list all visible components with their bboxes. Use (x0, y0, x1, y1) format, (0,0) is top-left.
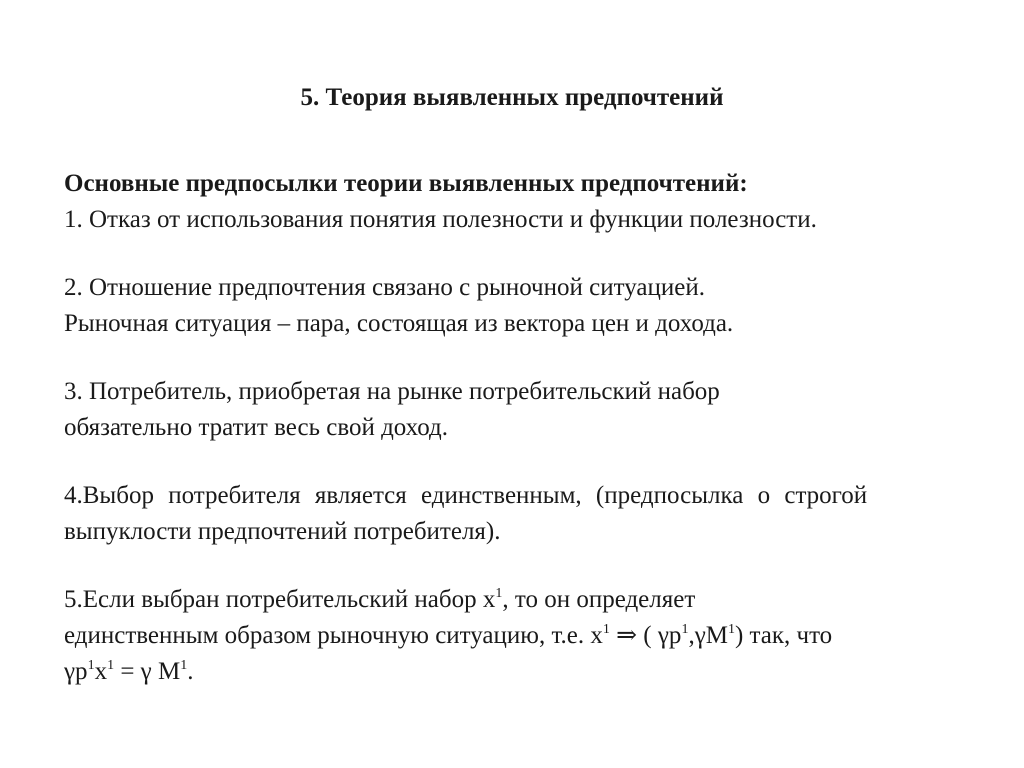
superscript: 1 (107, 658, 115, 673)
formula-equals-gamma-m: = γ M (114, 658, 181, 685)
premise-5-line-3 (64, 654, 984, 690)
premise-5-line-1-text-b: , то он определяет (502, 586, 696, 613)
premise-3-line-1: 3. Потребитель, приобретая на рынке потребительский набор (64, 378, 720, 405)
premise-5-line-1 (64, 582, 984, 618)
premise-4-line-1: 4.Выбор потребителя является единственным, (предпосылка о строгой (64, 482, 868, 509)
premise-4-line-2: выпуклости предпочтений потребителя). (64, 518, 501, 545)
premise-2-line-2: Рыночная ситуация – пара, состоящая из вектора цен и дохода. (64, 310, 734, 337)
implies-arrow: ⇒ ( γp (609, 622, 682, 649)
formula-x: x (94, 658, 108, 685)
superscript: 1 (681, 622, 689, 637)
formula-period: . (187, 658, 194, 685)
premise-2-line-1: 2. Отношение предпочтения связано с рыночной ситуацией. (64, 274, 705, 301)
premise-5-line-2-text-a: единственным образом рыночную ситуацию, т.е. x (64, 622, 603, 649)
superscript: 1 (727, 622, 735, 637)
premise-5-line-2 (64, 618, 984, 654)
premise-3-line-2: обязательно тратит весь свой доход. (64, 414, 448, 441)
superscript: 1 (602, 622, 610, 637)
superscript: 1 (495, 586, 503, 601)
premises-heading: Основные предпосылки теории выявленных предпочтений: (64, 170, 748, 197)
superscript: 1 (180, 658, 188, 673)
slide-body (64, 166, 984, 690)
premise-5-line-2-text-c: ) так, что (734, 622, 833, 649)
superscript: 1 (87, 658, 95, 673)
premise-5-line-1-text-a: 5.Если выбран потребительский набор x (64, 586, 496, 613)
premise-5-line-2-text-b: ,γM (688, 622, 728, 649)
formula-gamma-p: γp (64, 658, 88, 685)
premise-1: 1. Отказ от использования понятия полезности и функции полезности. (64, 206, 817, 233)
slide-title: 5. Теория выявленных предпочтений (300, 84, 724, 111)
